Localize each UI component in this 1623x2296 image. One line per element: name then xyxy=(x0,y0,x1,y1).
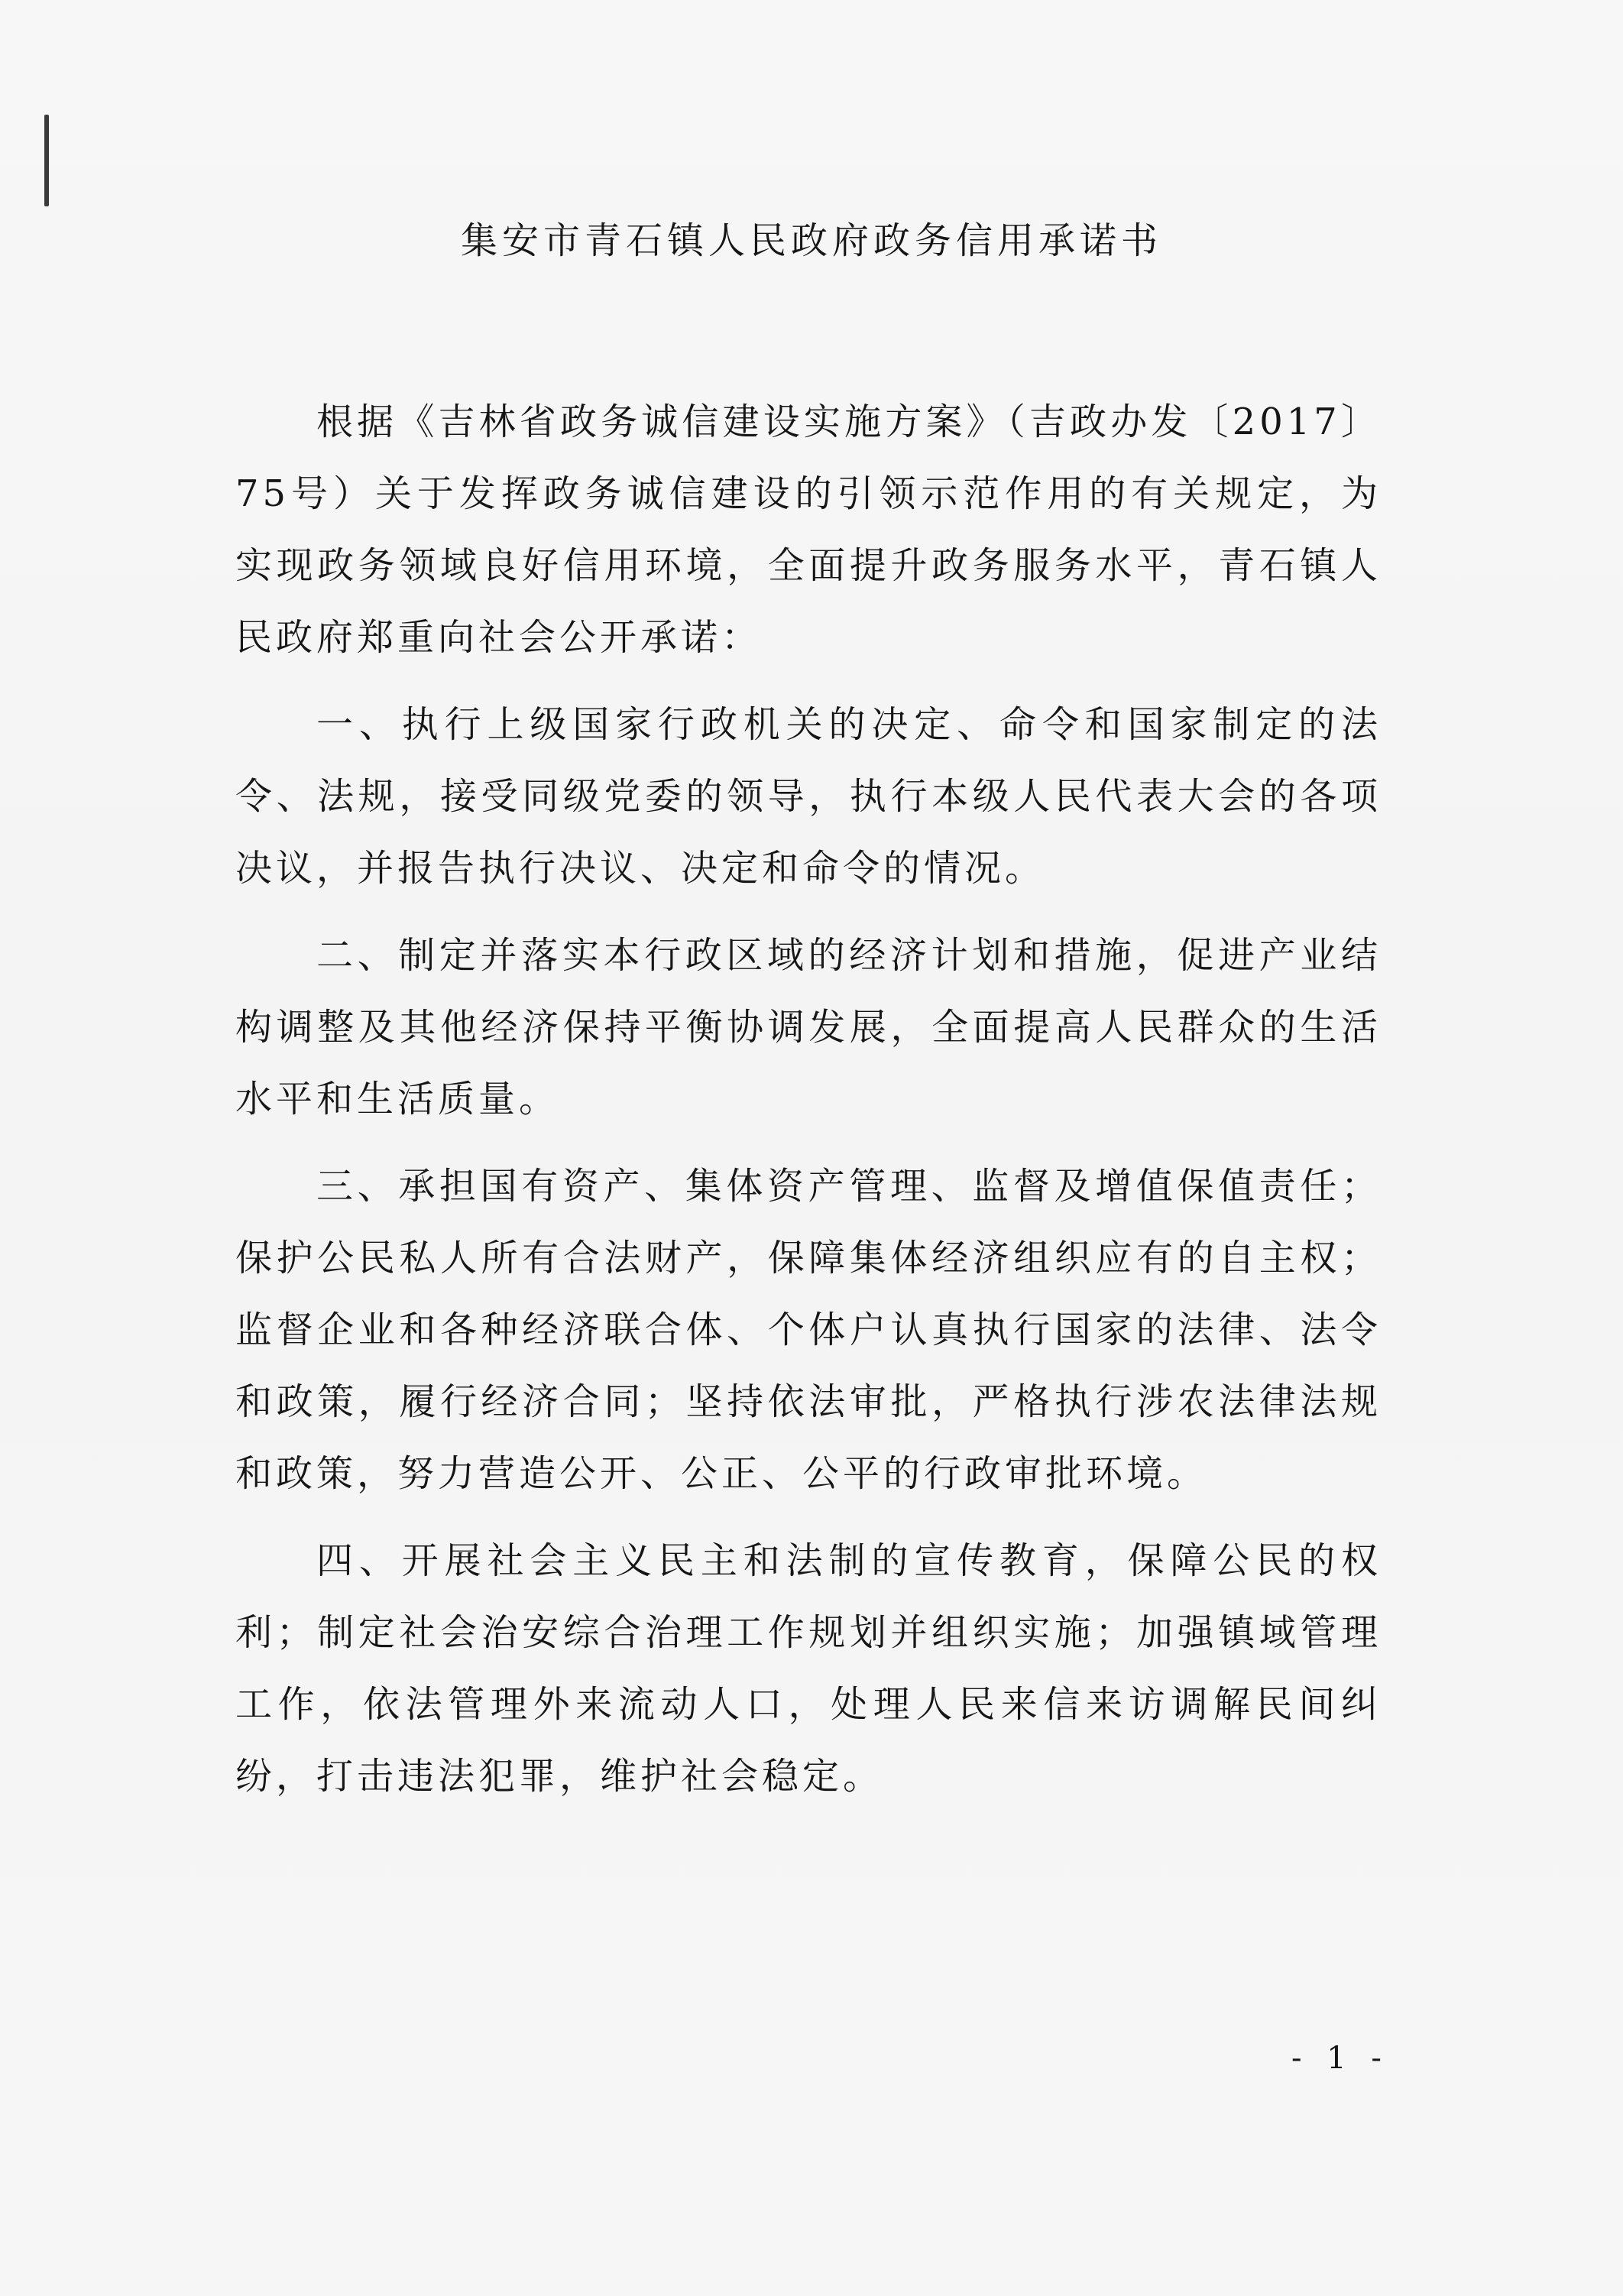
margin-mark xyxy=(44,115,49,206)
document-title: 集安市青石镇人民政府政务信用承诺书 xyxy=(460,219,1162,262)
paragraph-preamble: 根据《吉林省政务诚信建设实施方案》（吉政办发〔2017〕75号）关于发挥政务诚信建设的引领示范作用的有关规定，为实现政务领域良好信用环境，全面提升政务服务水平，青石镇人民政府郑重向社会公开承诺： xyxy=(235,401,1382,659)
page-number: - 1 - xyxy=(1291,2041,1389,2076)
paragraph-commitment-2: 二、制定并落实本行政区域的经济计划和措施，促进产业结构调整及其他经济保持平衡协调发展，全面提高人民群众的生活水平和生活质量。 xyxy=(235,934,1382,1120)
paragraph-commitment-1: 一、执行上级国家行政机关的决定、命令和国家制定的法令、法规，接受同级党委的领导，执行本级人民代表大会的各项决议，并报告执行决议、决定和命令的情况。 xyxy=(235,703,1382,890)
document-body xyxy=(235,386,1382,1827)
paragraph-commitment-4: 四、开展社会主义民主和法制的宣传教育，保障公民的权利；制定社会治安综合治理工作规划并组织实施；加强镇域管理工作，依法管理外来流动人口，处理人民来信来访调解民间纠纷，打击违法犯罪，维护社会稳定。 xyxy=(235,1539,1382,1798)
paragraph-commitment-3: 三、承担国有资产、集体资产管理、监督及增值保值责任；保护公民私人所有合法财产，保障集体经济组织应有的自主权；监督企业和各种经济联合体、个体户认真执行国家的法律、法令和政策，履行经济合同；坚持依法审批，严格执行涉农法律法规和政策，努力营造公开、公正、公平的行政审批环境。 xyxy=(235,1165,1382,1495)
